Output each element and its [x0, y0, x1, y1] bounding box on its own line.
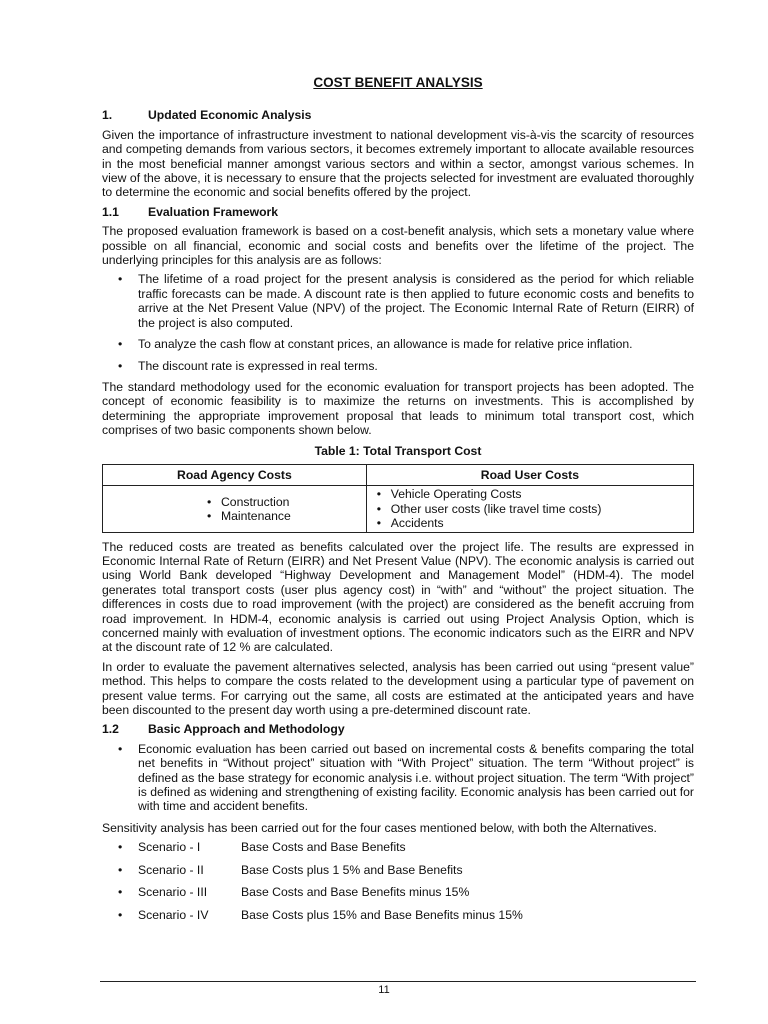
paragraph: Given the importance of infrastructure investment to national development vis-à-vis the scarcity of resources and competing demands from various sectors, it becomes extremely important to allocate available resources in the most beneficial manner amongst various sectors and within a sector, amongst various schemes. In view of the above, it is necessary to ensure that the projects selected for investment are evaluated thoroughly to determine the economic and social benefits offered by the project.: [102, 127, 694, 200]
column-header: Road Agency Costs: [103, 464, 367, 485]
list-item: • Accidents: [376, 516, 444, 531]
list-item: • To analyze the cash flow at constant prices, an allowance is made for relative price inflation.: [118, 337, 633, 352]
column-header: Road User Costs: [366, 464, 693, 485]
scenario-description: Base Costs and Base Benefits minus 15%: [241, 885, 470, 900]
page-number: 11: [378, 984, 390, 996]
paragraph: Sensitivity analysis has been carried out for the four cases mentioned below, with both the Alternatives.: [102, 820, 657, 835]
bullet-icon: •: [118, 885, 123, 900]
section-number: 1.2: [102, 722, 119, 737]
scenario-list: [102, 840, 694, 922]
section-heading-1-2: [102, 722, 694, 736]
bullet-icon: •: [118, 907, 123, 922]
bullet-icon: •: [376, 516, 382, 531]
section-heading-1-1: [102, 205, 694, 219]
page-title: COST BENEFIT ANALYSIS: [313, 75, 483, 90]
scenario-name: Scenario - III: [138, 885, 208, 900]
list-item: • Other user costs (like travel time costs): [376, 501, 602, 516]
section-title: Updated Economic Analysis: [148, 108, 312, 123]
scenario-description: Base Costs plus 1 5% and Base Benefits: [241, 862, 463, 877]
bullet-icon: •: [118, 272, 123, 287]
section-title: Evaluation Framework: [148, 204, 279, 219]
list-item: • Construction: [207, 494, 290, 509]
scenario-name: Scenario - IV: [138, 907, 209, 922]
list-item: • Economic evaluation has been carried out based on incremental costs & benefits comparing the total net benefits in “Without project” situation with “With Project” situation. The term “Without project” is defined as the base strategy for economic analysis i.e. without project situation. The term “With project” is defined as widening and strengthening of existing facility. Economic analysis has been carried out for with time and accident benefits.: [118, 741, 694, 814]
list-item: • The discount rate is expressed in real terms.: [118, 358, 378, 373]
bullet-icon: •: [118, 741, 123, 756]
paragraph: The reduced costs are treated as benefits calculated over the project life. The results are expressed in Economic Internal Rate of Return (EIRR) and Net Present Value (NPV). The economic analysis is carried out using World Bank developed “Highway Development and Management Model” (HDM-4). The model generates total transport costs (user plus agency cost) in “with” and “without” the project situation. The differences in costs due to road improvement (with the project) are considered as the benefit accruing from road improvement. In HDM-4, economic analysis is carried out using Project Analysis Option, which is concerned mainly with evaluation of investment options. The economic indicators such as the EIRR and NPV at the discount rate of 12 % are calculated.: [102, 539, 694, 655]
scenario-name: Scenario - II: [138, 862, 204, 877]
scenario-description: Base Costs and Base Benefits: [241, 840, 406, 855]
table-caption: Table 1: Total Transport Cost: [314, 443, 482, 458]
bullet-icon: •: [207, 494, 212, 509]
bullet-icon: •: [118, 840, 123, 855]
bullet-icon: •: [118, 337, 123, 352]
transport-cost-table: [102, 464, 694, 533]
document-page: [102, 76, 694, 930]
bullet-icon: •: [376, 487, 382, 502]
paragraph: The proposed evaluation framework is based on a cost-benefit analysis, which sets a monetary value where possible on all financial, economic and social costs and benefits over the lifetime of the project. The underlying principles for this analysis are as follows:: [102, 224, 694, 268]
scenario-name: Scenario - I: [138, 840, 201, 855]
paragraph: In order to evaluate the pavement alternatives selected, analysis has been carried out using “present value” method. This helps to compare the costs related to the development using a particular type of pavement on present value terms. For carrying out the same, all costs are estimated at the anticipated years and have been discounted to the present day worth using a pre-determined discount rate.: [102, 659, 694, 718]
section-number: 1.: [102, 108, 113, 123]
section-title: Basic Approach and Methodology: [148, 722, 345, 737]
section-heading-1: [102, 108, 694, 122]
table-cell: [103, 486, 367, 532]
scenario-description: Base Costs plus 15% and Base Benefits minus 15%: [241, 907, 523, 922]
list-item: • Vehicle Operating Costs: [376, 487, 522, 502]
paragraph: The standard methodology used for the economic evaluation for transport projects has been adopted. The concept of economic feasibility is to maximize the returns on investments. This is accomplished by determining the appropriate improvement proposal that leads to minimum total transport cost, which comprises of two basic components shown below.: [102, 379, 694, 438]
bullet-icon: •: [118, 358, 123, 373]
list-item: [102, 840, 694, 854]
bullet-icon: •: [207, 508, 212, 523]
bullet-list: [102, 742, 694, 814]
section-number: 1.1: [102, 204, 119, 219]
list-item: • Maintenance: [207, 508, 291, 523]
bullet-icon: •: [376, 501, 382, 516]
footer-divider: [100, 981, 696, 982]
bullet-list: [102, 272, 694, 372]
bullet-icon: •: [118, 862, 123, 877]
list-item: [102, 908, 694, 922]
list-item: • The lifetime of a road project for the present analysis is considered as the period for which reliable traffic forecasts can be made. A discount rate is then applied to future economic costs and benefits to arrive at the Net Present Value (NPV) of the project. The Economic Internal Rate of Return (EIRR) of the project is also computed.: [118, 272, 694, 330]
list-item: [102, 885, 694, 899]
table-cell: [366, 486, 693, 532]
list-item: [102, 863, 694, 877]
